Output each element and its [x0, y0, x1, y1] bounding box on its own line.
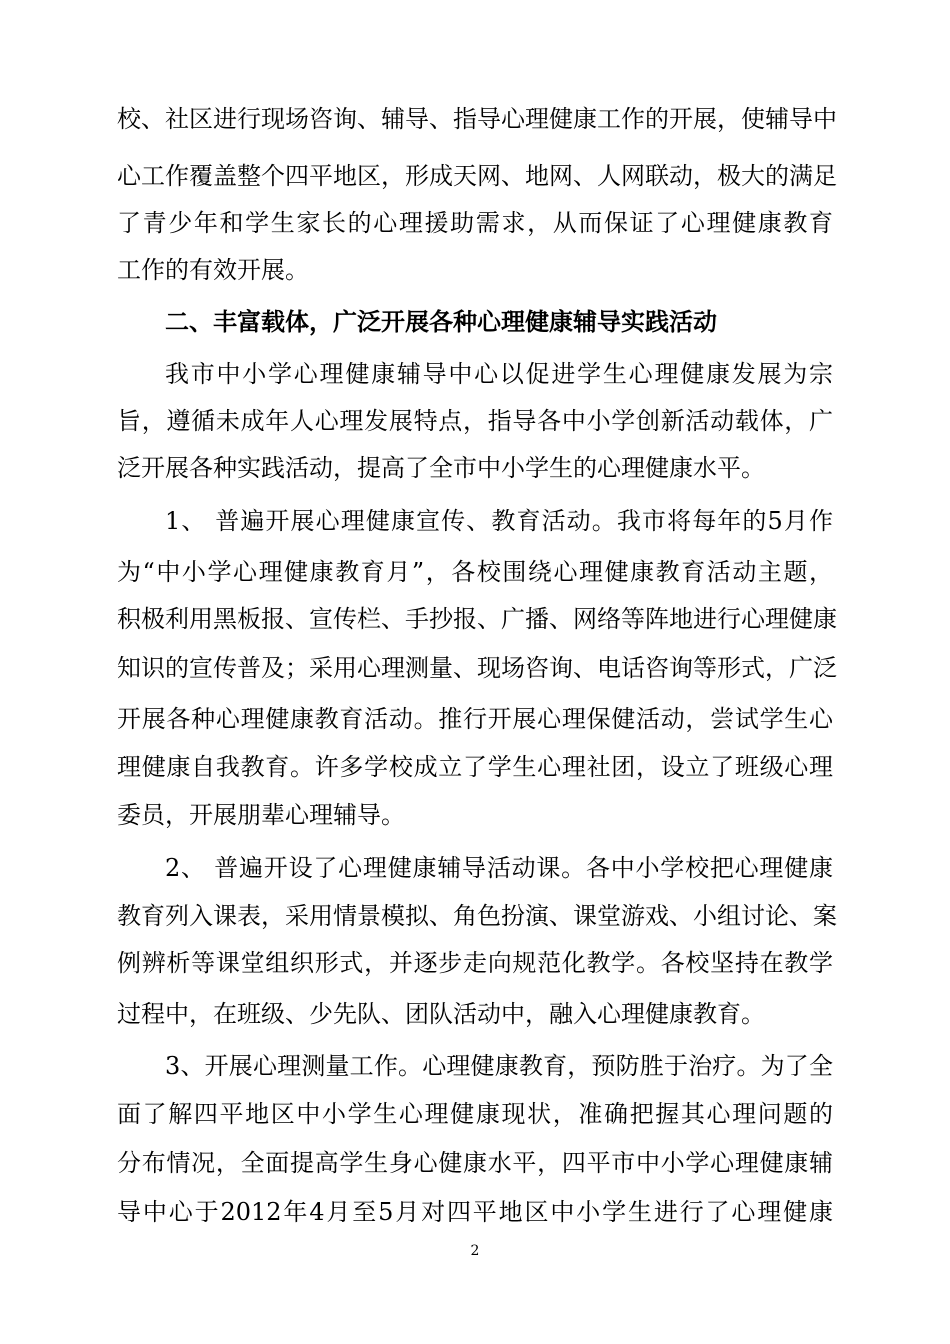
paragraph-line: 积极利用黑板报、宣传栏、手抄报、广播、网络等阵地进行心理健康: [117, 605, 837, 633]
paragraph-line: 泛开展各种实践活动，提高了全市中小学生的心理健康水平。: [117, 454, 765, 482]
section-heading: 二、丰富载体，广泛开展各种心理健康辅导实践活动: [165, 308, 717, 336]
paragraph-line: 导中心于2012年4月至5月对四平地区中小学生进行了心理健康: [117, 1198, 833, 1226]
paragraph-line: 我市中小学心理健康辅导中心以促进学生心理健康发展为宗: [165, 360, 833, 388]
paragraph-line: 旨，遵循未成年人心理发展特点，指导各中小学创新活动载体，广: [117, 407, 833, 435]
paragraph-line: 2、 普遍开设了心理健康辅导活动课。各中小学校把心理健康: [165, 854, 833, 882]
paragraph-line: 开展各种心理健康教育活动。推行开展心理保健活动，尝试学生心: [117, 705, 833, 733]
paragraph-line: 了青少年和学生家长的心理援助需求，从而保证了心理健康教育: [117, 209, 833, 237]
paragraph-line: 理健康自我教育。许多学校成立了学生心理社团，设立了班级心理: [117, 753, 833, 781]
paragraph-line: 面了解四平地区中小学生心理健康现状，准确把握其心理问题的: [117, 1100, 833, 1128]
page-number: 2: [470, 1243, 480, 1259]
paragraph-line: 教育列入课表，采用情景模拟、角色扮演、课堂游戏、小组讨论、案: [117, 902, 837, 930]
paragraph-line: 心工作覆盖整个四平地区，形成天网、地网、人网联动，极大的满足: [117, 162, 837, 190]
paragraph-line: 3、开展心理测量工作。心理健康教育，预防胜于治疗。为了全: [165, 1052, 833, 1080]
paragraph-line: 校、社区进行现场咨询、辅导、指导心理健康工作的开展，使辅导中: [117, 105, 837, 133]
paragraph-line: 分布情况，全面提高学生身心健康水平，四平市中小学心理健康辅: [117, 1149, 833, 1177]
paragraph-line: 知识的宣传普及；采用心理测量、现场咨询、电话咨询等形式，广泛: [117, 654, 837, 682]
paragraph-line: 工作的有效开展。: [117, 256, 309, 284]
paragraph-line: 委员，开展朋辈心理辅导。: [117, 801, 405, 829]
paragraph-line: 过程中，在班级、少先队、团队活动中，融入心理健康教育。: [117, 1000, 765, 1028]
paragraph-line: 例辨析等课堂组织形式，并逐步走向规范化教学。各校坚持在教学: [117, 949, 833, 977]
paragraph-line: 1、 普遍开展心理健康宣传、教育活动。我市将每年的5月作: [165, 507, 833, 535]
paragraph-line: 为“中小学心理健康教育月”，各校围绕心理健康教育活动主题，: [117, 558, 833, 586]
